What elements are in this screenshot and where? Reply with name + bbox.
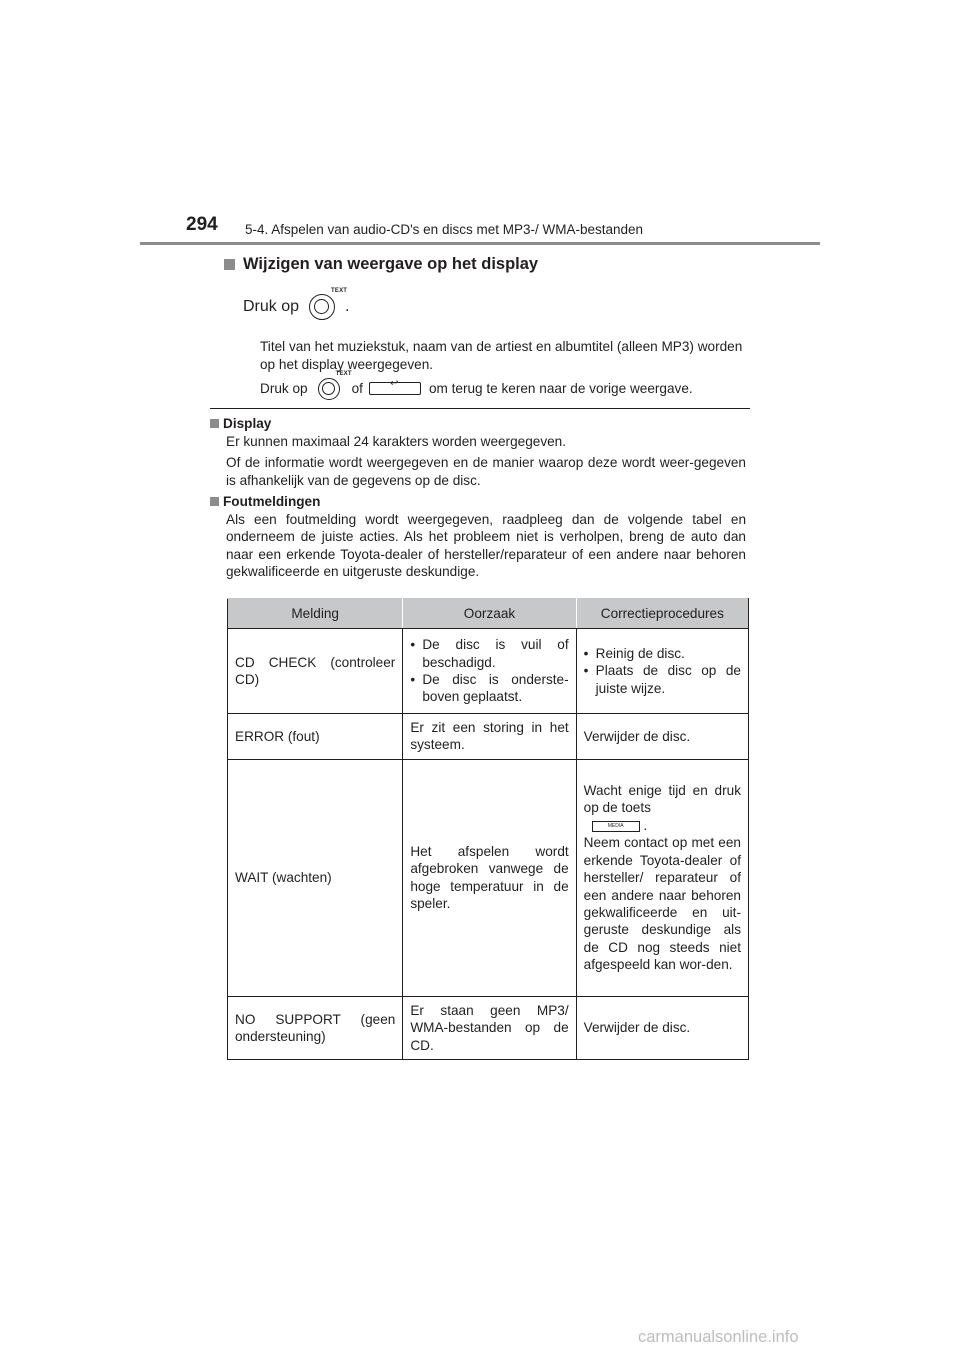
fix-cell [576,759,748,996]
back-button-icon [369,382,421,395]
step-prefix: Druk op [243,298,300,315]
note-paragraph: Er kunnen maximaal 24 karakters worden weergegeven. [226,433,567,449]
step-result: Titel van het muziekstuk, naam van de artiest en albumtitel (alleen MP3) worden op het display weergegeven. [260,339,743,372]
note-body-display [226,433,746,490]
note-body-errors [226,511,746,581]
note-square-icon [210,497,219,506]
table-header-row [228,599,749,629]
cause-item: • De disc is onderste-boven geplaatst. [410,671,568,706]
return-middle: of [351,380,363,396]
fix-text-end: . [643,817,648,833]
table-header-message: Melding [228,599,403,629]
header-rule [140,242,820,245]
note-title-display [210,415,746,433]
fix-cell [576,629,748,714]
table-row [228,759,749,996]
table-row [228,714,749,760]
cause-item: • De disc is vuil of beschadigd. [410,636,568,671]
table-header-fix: Correctieprocedures [576,599,748,629]
fix-item: • Reinig de disc. [584,645,741,662]
fix-cell: Verwijder de disc. [576,714,748,760]
text-knob-label: TEXT [331,288,348,294]
text-knob-small-label: TEXT [335,371,352,377]
fix-item: • Plaats de disc op de juiste wijze. [584,662,741,697]
note-title-text: Foutmeldingen [223,494,321,509]
return-instruction [260,371,693,400]
fix-cell: Verwijder de disc. [576,996,748,1059]
note-paragraph: Als een foutmelding wordt weergegeven, raadpleeg dan de volgende tabel en onderneem de juiste acties. Als het probleem niet is verholpen, breng de auto dan naar een erkende Toyota-dealer of hersteller/reparateur of een andere naar behoren gekwalificeerde en uitgeruste deskundige. [226,511,746,579]
text-knob-icon [309,288,348,322]
table-row [228,996,749,1059]
return-suffix: om terug te keren naar de vorige weergave. [428,380,693,396]
message-cell: CD CHECK (controleer CD) [228,629,403,714]
cause-cell: Er zit een storing in het systeem. [403,714,576,760]
section-heading-text: Wijzigen van weergave op het display [243,255,539,273]
return-prefix: Druk op [260,380,308,396]
step-instruction [243,288,350,322]
fix-text: Wacht enige tijd en druk op de toets [583,783,741,816]
section-divider [210,408,750,409]
table-header-cause: Oorzaak [403,599,576,629]
running-head: 5-4. Afspelen van audio-CD's en discs met MP3-/ WMA-bestanden [245,222,644,237]
table-row [228,629,749,714]
heading-square-icon [224,259,235,270]
watermark: carmanualsonline.info [638,1328,799,1346]
step-suffix: . [345,298,350,315]
fix-text: Neem contact op met een erkende Toyota-dealer of hersteller/ reparateur of een andere naar behoren gekwalificeerde en uit-geruste deskundige als de CD nog steeds niet afgespeeld kan wor-den. [583,835,741,973]
text-knob-small-icon [318,371,352,400]
message-cell: WAIT (wachten) [228,759,403,996]
note-square-icon [210,419,219,428]
page-number: 294 [186,214,218,235]
cause-cell: Er staan geen MP3/ WMA-bestanden op de CD. [403,996,576,1059]
media-button-icon: MEDIA [592,821,640,832]
message-cell: ERROR (fout) [228,714,403,760]
error-message-table [227,598,749,1060]
note-paragraph: Of de informatie wordt weergegeven en de manier waarop deze wordt weer-gegeven is afhankelijk van de gegevens op de disc. [226,455,746,488]
cause-cell: Het afspelen wordt afgebroken vanwege de hoge temperatuur in de speler. [403,759,576,996]
notes-block [210,415,746,585]
message-cell: NO SUPPORT (geen ondersteuning) [228,996,403,1059]
section-heading [224,255,538,274]
note-title-text: Display [223,416,272,431]
note-title-errors [210,493,746,511]
cause-cell [403,629,576,714]
